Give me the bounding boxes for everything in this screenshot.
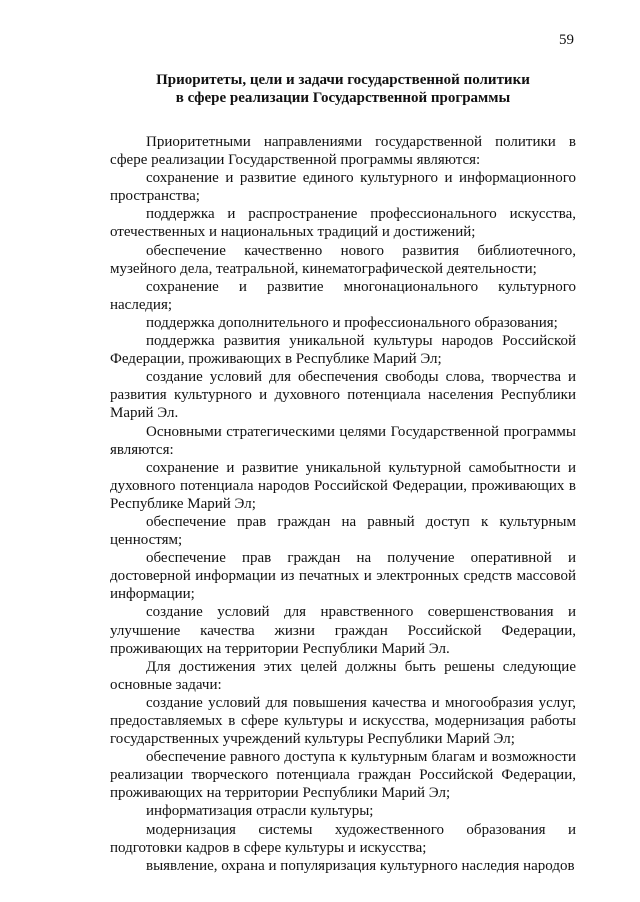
paragraph: сохранение и развитие единого культурного и информационного пространства; [110, 170, 576, 205]
paragraph: поддержка развития уникальной культуры народов Российской Федерации, проживающих в Республике Марий Эл; [110, 333, 576, 368]
section-title-line-1: Приоритеты, цели и задачи государственной политики [156, 72, 530, 88]
paragraph: обеспечение прав граждан на получение оперативной и достоверной информации из печатных и электронных средств массовой информации; [110, 550, 576, 603]
paragraph: обеспечение качественно нового развития библиотечного, музейного дела, театральной, кинематографической деятельности; [110, 242, 576, 277]
paragraph: создание условий для обеспечения свободы слова, творчества и развития культурного и духовного потенциала населения Республики Марий Эл. [110, 369, 576, 422]
page-number: 59 [559, 32, 574, 48]
paragraph: поддержка дополнительного и профессионального образования; [146, 314, 558, 331]
paragraph: выявление, охрана и популяризация культурного наследия народов [146, 857, 575, 874]
paragraph: создание условий для нравственного совершенствования и улучшение качества жизни граждан Российской Федерации, проживающих на территории Республики Марий Эл. [110, 604, 576, 657]
paragraph: информатизация отрасли культуры; [146, 803, 374, 820]
paragraph: Приоритетными направлениями государственной политики в сфере реализации Государственной программы являются: [110, 134, 576, 169]
section-title [110, 71, 576, 107]
document-body [110, 133, 576, 875]
paragraph: Основными стратегическими целями Государственной программы являются: [110, 423, 576, 458]
paragraph: создание условий для повышения качества и многообразия услуг, предоставляемых в сфере культуры и искусства, модернизация работы государственных учреждений культуры Республики Марий Эл; [110, 694, 576, 748]
paragraph: Для достижения этих целей должны быть решены следующие основные задачи: [110, 658, 576, 693]
paragraph: сохранение и развитие многонационального культурного наследия; [110, 278, 576, 313]
paragraph: обеспечение равного доступа к культурным благам и возможности реализации творческого потенциала граждан Российской Федерации, проживающих на территории Республики Марий Эл; [110, 749, 576, 802]
paragraph: модернизация системы художественного образования и подготовки кадров в сфере культуры и искусства; [110, 821, 576, 856]
paragraph: сохранение и развитие уникальной культурной самобытности и духовного потенциала народов Российской Федерации, проживающих в Республике Марий Эл; [110, 459, 576, 512]
paragraph: поддержка и распространение профессионального искусства, отечественных и национальных традиций и достижений; [110, 206, 576, 241]
paragraph: обеспечение прав граждан на равный доступ к культурным ценностям; [110, 513, 576, 549]
section-title-line-2: в сфере реализации Государственной программы [175, 90, 511, 106]
